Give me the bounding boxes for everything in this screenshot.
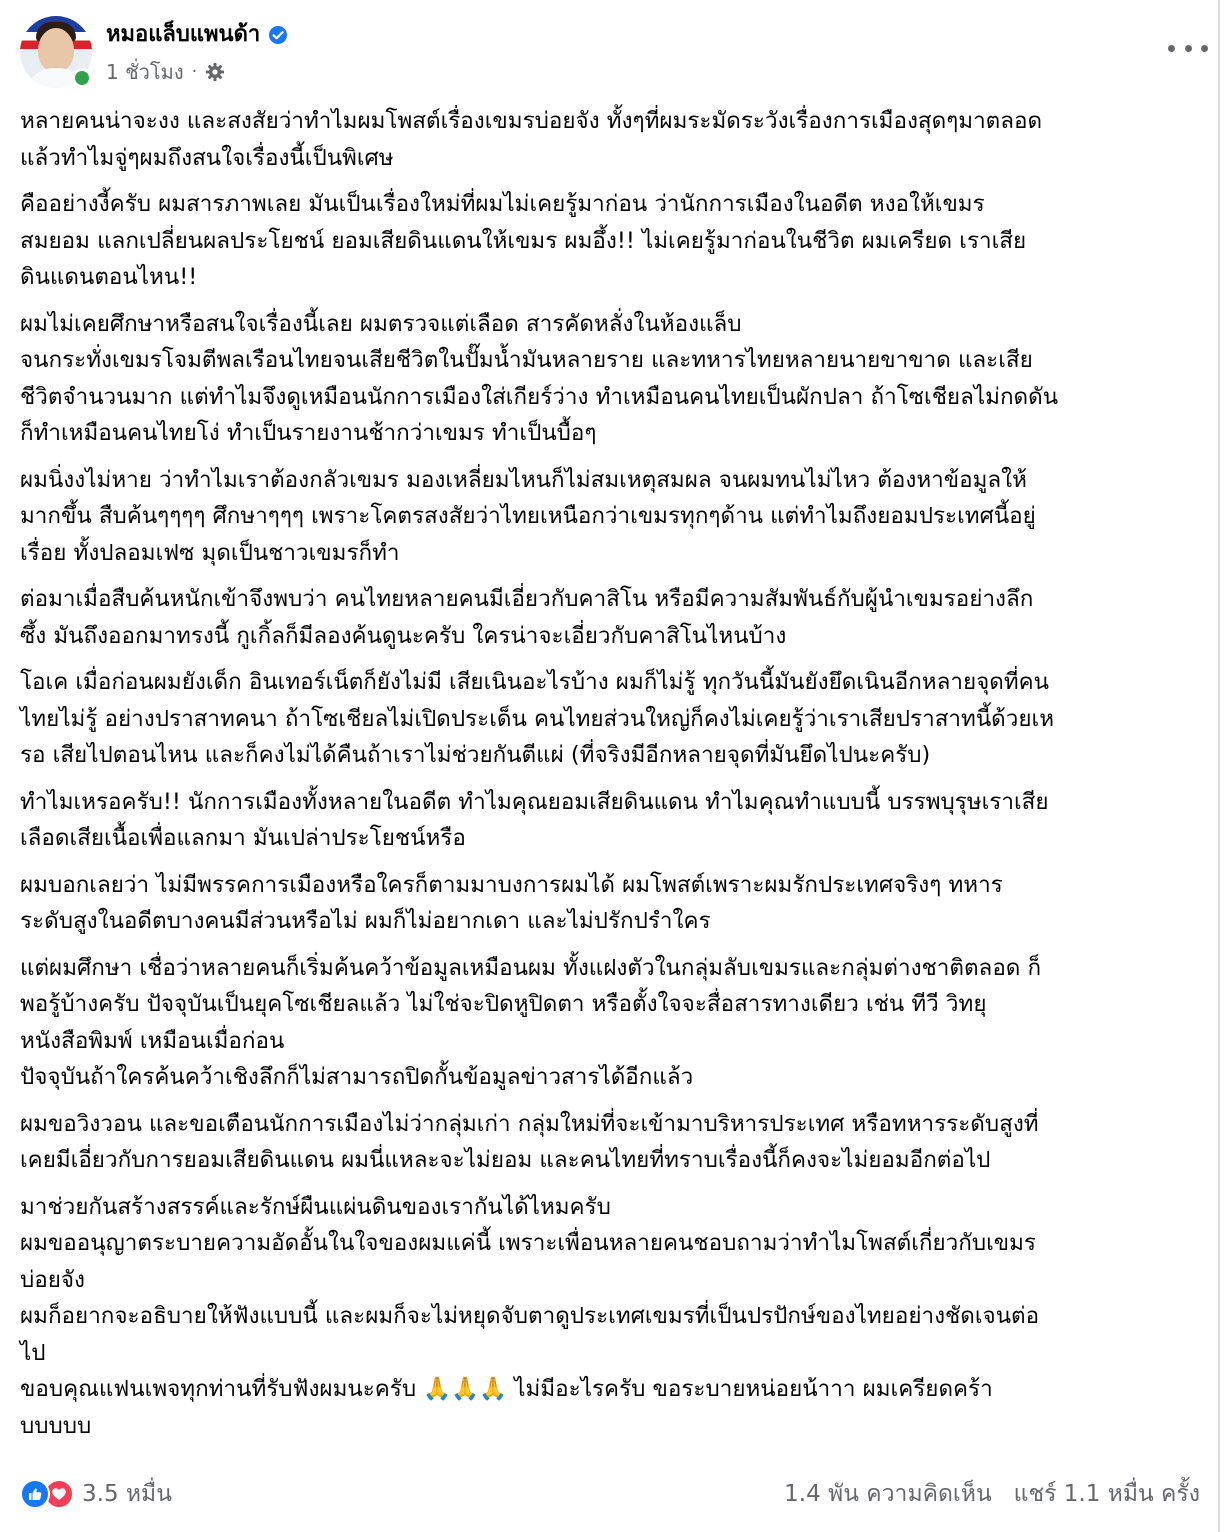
post-header <box>20 16 1210 96</box>
post-text-line: หนังสือพิมพ์ เหมือนเมื่อก่อน <box>20 1027 285 1054</box>
post-text-line: เรื่อย ทั้งปลอมเฟซ มุดเป็นชาวเขมรก็ทำ <box>20 539 400 566</box>
post-text-line: เคยมีเอี่ยวกับการยอมเสียดินแดน ผมนี่แหละจะไม่ยอม และคนไทยที่ทราบเรื่องนี้ก็คงจะไม่ยอมอีกต่อไป <box>20 1147 991 1173</box>
post-text-line: บ่อยจัง <box>20 1266 86 1293</box>
more-dot <box>1201 45 1208 52</box>
post-text-line: แล้วทำไมจู่ๆผมถึงสนใจเรื่องนี้เป็นพิเศษ <box>20 144 394 171</box>
post-paragraph <box>20 462 1208 572</box>
post-text-line: หลายคนน่าจะงง และสงสัยว่าทำไมผมโพสต์เรื่องเขมรบ่อยจัง ทั้งๆที่ผมระมัดระวังเรื่องการเมืองสุดๆมาตลอด <box>20 108 1043 134</box>
post-paragraph <box>20 1106 1208 1179</box>
post-text <box>20 103 1208 1454</box>
post-text-line: โอเค เมื่อก่อนผมยังเด็ก อินเทอร์เน็ตก็ยังไม่มี เสียเนินอะไรบ้าง ผมก็ไม่รู้ ทุกวันนี้มันยังยึดเนินอีกหลายจุดที่คน <box>20 669 1050 695</box>
post-paragraph <box>20 784 1208 857</box>
gear-icon[interactable] <box>205 62 225 82</box>
share-count[interactable]: แชร์ 1.1 หมื่น ครั้ง <box>1013 1481 1200 1507</box>
post-text-line: ขอบคุณแฟนเพจทุกท่านที่รับฟังผมนะครับ 🙏🙏🙏 ไม่มีอะไรครับ ขอระบายหน่อยน้าาา ผมเครียดคร้า <box>20 1376 993 1402</box>
post-paragraph <box>20 950 1208 1096</box>
post-text-line: มากขึ้น สืบค้นๆๆๆๆ ศึกษาๆๆๆ เพราะโคตรสงสัยว่าไทยเหนือกว่าเขมรทุกๆด้าน แต่ทำไมถึงยอมประเทศนี้อยู่ <box>20 503 1036 529</box>
post-text-line: รอ เสียไปตอนไหน และก็คงไม่ได้คืนถ้าเราไม่ช่วยกันตีแผ่ (ที่จริงมีอีกหลายจุดที่มันยึดไปนะครับ) <box>20 742 931 768</box>
post-text-line: ผมไม่เคยศึกษาหรือสนใจเรื่องนี้เลย ผมตรวจแต่เลือด สารคัดหลั่งในห้องแล็บ <box>20 310 742 337</box>
post-text-line: ดินแดนตอนไหน!! <box>20 264 198 290</box>
post-text-line: มาช่วยกันสร้างสรรค์และรักษ์ผืนแผ่นดินของเรากันได้ไหมครับ <box>20 1193 611 1220</box>
post-text-line: ผมนิ่งงไม่หาย ว่าทำไมเราต้องกลัวเขมร มองเหลี่ยมไหนก็ไม่สมเหตุสมผล จนผมทนไม่ไหว ต้องหาข้อมูลให้ <box>20 466 1027 493</box>
post-text-line: บบบบบ <box>20 1412 92 1439</box>
engagement-stats <box>784 1476 1200 1512</box>
post-paragraph <box>20 306 1208 452</box>
post-text-line: สมยอม แลกเปลี่ยนผลประโยชน์ ยอมเสียดินแดนให้เขมร ผมอึ้ง!! ไม่เคยรู้มาก่อนในชีวิต ผมเครียด เราเสีย <box>20 227 1027 254</box>
post-text-line: ผมขออนุญาตระบายความอัดอั้นในใจของผมแค่นี้ เพราะเพื่อนหลายคนชอบถามว่าทำไมโพสต์เกี่ยวกับเขมร <box>20 1230 1036 1256</box>
post-text-line: แต่ผมศึกษา เชื่อว่าหลายคนก็เริ่มค้นคว้าข้อมูลเหมือนผม ทั้งแฝงตัวในกลุ่มลับเขมรและกลุ่มต่างชาติตลอด ก็ <box>20 954 1042 981</box>
post-text-line: ระดับสูงในอดีตบางคนมีส่วนหรือไม่ ผมก็ไม่อยากเดา และไม่ปรักปรำใคร <box>20 908 711 934</box>
post-text-line: ไทยไม่รู้ อย่างปราสาทคนา ถ้าโซเชียลไม่เปิดประเด็น คนไทยส่วนใหญ่ก็คงไม่เคยรู้ว่าเราเสียปราสาทนี้ด้วยเห <box>20 705 1054 732</box>
post-text-line: เลือดเสียเนื้อเพื่อแลกมา มันเปล่าประโยชน์หรือ <box>20 825 466 851</box>
more-dot <box>1185 45 1192 52</box>
post-meta <box>106 58 225 86</box>
post-paragraph <box>20 1189 1208 1445</box>
comment-count[interactable]: 1.4 พัน ความคิดเห็น <box>784 1481 992 1507</box>
post-paragraph <box>20 103 1208 176</box>
post-text-line: ทำไมเหรอครับ!! นักการเมืองทั้งหลายในอดีต ทำไมคุณยอมเสียดินแดน ทำไมคุณทำแบบนี้ บรรพบุรุษเราเสีย <box>20 788 1049 815</box>
page-name[interactable]: หมอแล็บแพนด้า <box>106 22 261 47</box>
post-text-line: ผมขอวิงวอน และขอเตือนนักการเมืองไม่ว่ากลุ่มเก่า กลุ่มใหม่ที่จะเข้ามาบริหารประเทศ หรือทหารระดับสูงที่ <box>20 1110 1039 1137</box>
post-text-line: ต่อมาเมื่อสืบค้นหนักเข้าจึงพบว่า คนไทยหลายคนมีเอี่ยวกับคาสิโน หรือมีความสัมพันธ์กับผู้นำเขมรอย่างลึก <box>20 586 1034 612</box>
meta-separator: · <box>191 61 198 82</box>
post-paragraph <box>20 581 1208 654</box>
post-text-line: คืออย่างงี้ครับ ผมสารภาพเลย มันเป็นเรื่องใหม่ที่ผมไม่เคยรู้มาก่อน ว่านักการเมืองในอดีต หงอให้เขมร <box>20 191 985 217</box>
post-text-line: ซึ้ง มันถึงออกมาทรงนี้ กูเกิ้ลก็มีลองค้นดูนะครับ ใครน่าจะเอี่ยวกับคาสิโนไหนบ้าง <box>20 622 787 649</box>
post-text-line: ผมบอกเลยว่า ไม่มีพรรคการเมืองหรือใครก็ตามมาบงการผมได้ ผมโพสต์เพราะผมรักประเทศจริงๆ ทหาร <box>20 871 1003 898</box>
online-status-dot <box>72 68 92 88</box>
post-text-line: ไป <box>20 1339 46 1366</box>
post-timestamp[interactable]: 1 ชั่วโมง <box>106 60 184 84</box>
post-text-line: ชีวิตจำนวนมาก แต่ทำไมจึงดูเหมือนนักการเมืองใส่เกียร์ว่าง ทำเหมือนคนไทยเป็นผักปลา ถ้าโซเชียลไม่กดดัน <box>20 383 1059 410</box>
post-paragraph <box>20 664 1208 774</box>
reactions-summary[interactable] <box>20 1476 172 1512</box>
reaction-icons <box>20 1479 74 1509</box>
page-name-row <box>106 20 288 50</box>
post-text-line: จนกระทั่งเขมรโจมตีพลเรือนไทยจนเสียชีวิตในปั๊มน้ำมันหลายราย และทหารไทยหลายนายขาขาด และเสีย <box>20 347 1033 373</box>
post-text-line: ก็ทำเหมือนคนไทยโง่ ทำเป็นรายงานช้ากว่าเขมร ทำเป็นบื้อๆ <box>20 420 597 446</box>
avatar-face <box>38 28 74 72</box>
more-options-icon[interactable] <box>1168 34 1208 62</box>
reaction-count[interactable]: 3.5 หมื่น <box>82 1481 172 1507</box>
like-reaction-icon <box>20 1479 50 1509</box>
post-paragraph <box>20 186 1208 296</box>
post-text-line: ปัจจุบันถ้าใครค้นคว้าเชิงลึกก็ไม่สามารถปิดกั้นข้อมูลข่าวสารได้อีกแล้ว <box>20 1064 694 1090</box>
post-text-line: พอรู้บ้างครับ ปัจจุบันเป็นยุคโซเชียลแล้ว ไม่ใช่จะปิดหูปิดตา หรือตั้งใจจะสื่อสารทางเดียว เช่น ทีวี วิทยุ <box>20 991 987 1017</box>
post-footer <box>20 1472 1200 1516</box>
post-text-line: ผมก็อยากจะอธิบายให้ฟังแบบนี้ และผมก็จะไม่หยุดจับตาดูประเทศเขมรที่เป็นปรปักษ์ของไทยอย่างชัดเจนต่อ <box>20 1303 1040 1329</box>
more-dot <box>1168 45 1175 52</box>
verified-badge-icon <box>268 25 288 45</box>
post-paragraph <box>20 867 1208 940</box>
